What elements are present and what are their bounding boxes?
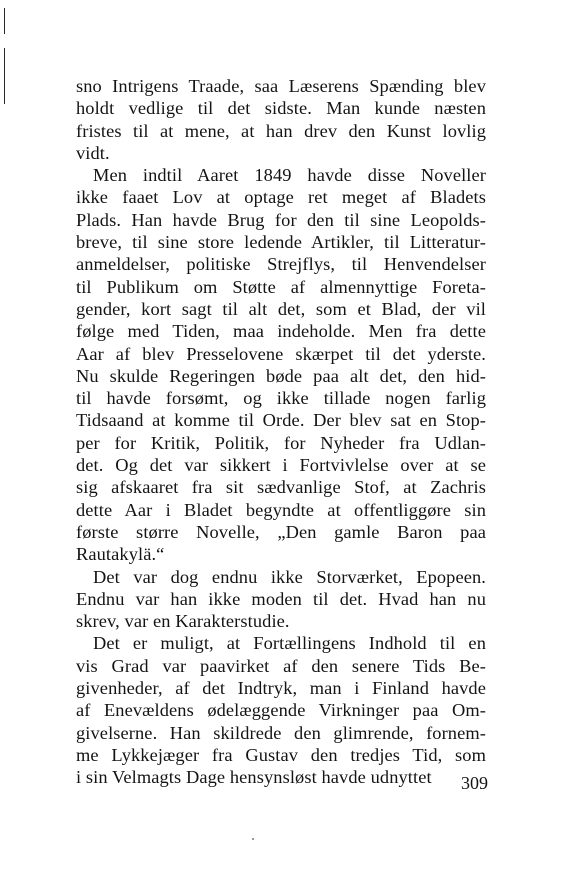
text-line: Tidsaand at komme til Orde. Der blev sat en Stop-	[76, 410, 486, 431]
text-line: givenheder, af det Indtryk, man i Finland havde	[76, 678, 486, 699]
text-line: Plads. Han havde Brug for den til sine Leopolds-	[76, 209, 486, 230]
print-speck	[252, 838, 254, 840]
text-line: Endnu var han ikke moden til det. Hvad han nu	[76, 588, 486, 609]
text-line: Nu skulde Regeringen bøde paa alt det, den hid-	[76, 365, 486, 386]
text-line: per for Kritik, Politik, for Nyheder fra Udlan-	[76, 432, 486, 453]
text-line: Aar af blev Presselovene skærpet til det yderste.	[76, 343, 486, 364]
text-line: anmeldelser, politiske Strejflys, til Henvendelser	[76, 254, 486, 275]
margin-mark	[4, 48, 5, 104]
text-line: af Enevældens ødelæggende Virkninger paa Om-	[76, 700, 486, 721]
text-line: givelserne. Han skildrede den glimrende, fornem-	[76, 722, 486, 743]
text-line: første større Novelle, „Den gamle Baron paa	[76, 521, 486, 542]
paragraph	[76, 566, 486, 633]
text-line: Det er muligt, at Fortællingens Indhold til en	[93, 633, 486, 654]
page-number: 309	[461, 773, 488, 793]
paragraph	[76, 75, 486, 164]
text-line: til havde forsømt, og ikke tillade nogen farlig	[76, 388, 486, 409]
text-line: ikke faaet Lov at optage ret meget af Bladets	[76, 187, 486, 208]
text-line: Men indtil Aaret 1849 havde disse Noveller	[93, 165, 486, 186]
paragraph	[76, 164, 486, 565]
margin-mark	[4, 8, 5, 34]
text-line: Rautakylä.“	[76, 544, 165, 565]
text-line: sno Intrigens Traade, saa Læserens Spænding blev	[76, 76, 486, 96]
text-line: breve, til sine store ledende Artikler, til Litteratur-	[76, 232, 486, 253]
text-line: Det var dog endnu ikke Storværket, Epopeen.	[93, 566, 486, 587]
text-line: følge med Tiden, maa indeholde. Men fra dette	[76, 321, 486, 342]
text-line: me Lykkejæger fra Gustav den tredjes Tid, som	[76, 744, 486, 765]
text-line: holdt vedlige til det sidste. Man kunde næsten	[76, 98, 486, 119]
body-text	[76, 75, 486, 789]
paragraph	[76, 632, 486, 788]
text-line: vis Grad var paavirket af den senere Tids Be-	[76, 655, 486, 676]
text-line: dette Aar i Bladet begyndte at offentliggøre sin	[76, 499, 486, 520]
text-line: i sin Velmagts Dage hensynsløst havde udnyttet	[76, 767, 432, 788]
text-line: skrev, var en Karakterstudie.	[76, 611, 290, 632]
text-line: gender, kort sagt til alt det, som et Blad, der vil	[76, 298, 486, 319]
text-line: fristes til at mene, at han drev den Kunst lovlig	[76, 120, 486, 141]
text-line: det. Og det var sikkert i Fortvivlelse over at se	[76, 455, 486, 476]
text-line: vidt.	[76, 142, 110, 163]
text-line: sig afskaaret fra sit sædvanlige Stof, at Zachris	[76, 477, 486, 498]
text-line: til Publikum om Støtte af almennyttige Foreta-	[76, 276, 486, 297]
